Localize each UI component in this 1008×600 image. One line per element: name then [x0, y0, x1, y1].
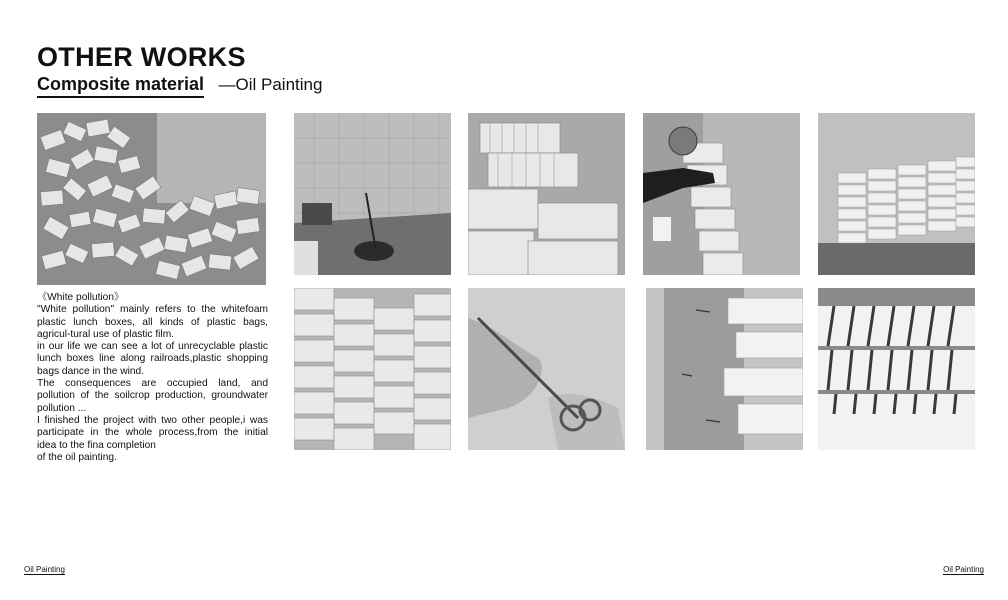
project-description [37, 292, 268, 464]
category-label: —Oil Painting [218, 75, 323, 94]
page-title: OTHER WORKS [37, 42, 246, 72]
photo-hands-cutting [468, 288, 625, 450]
footer-right-label: Oil Painting [943, 565, 984, 574]
photo-painting-boxes [643, 113, 800, 275]
description-heading: 《White pollution》 [37, 292, 125, 303]
description-paragraph: I finished the project with two other people,i was participate in the whole process,from the initial idea to the fina completion [37, 414, 268, 451]
photo-box-wall-closeup [294, 288, 451, 450]
photo-stacked-boxes [468, 113, 625, 275]
photo-slatted-panels [818, 288, 975, 450]
description-paragraph: "White pollution" mainly refers to the whitefoam plastic lunch boxes, all kinds of plastic bags, agricul-tural use of plastic film. [37, 304, 268, 340]
photo-textured-wall [646, 288, 803, 450]
subtitle: Composite material [37, 73, 204, 98]
footer-left-label: Oil Painting [24, 565, 65, 574]
subtitle-row [37, 73, 322, 97]
description-paragraph: of the oil painting. [37, 451, 117, 463]
photo-foam-box-pile [37, 113, 266, 285]
photo-studio-wall-paint-bucket [294, 113, 451, 275]
description-paragraph: in our life we can see a lot of unrecyclable plastic lunch boxes line along railroads,plastic shopping bags dance in the wind. [37, 341, 268, 377]
description-paragraph: The consequences are occupied land, and pollution of the soilcrop production, groundwater pollution ... [37, 378, 268, 414]
photo-box-wall [818, 113, 975, 275]
